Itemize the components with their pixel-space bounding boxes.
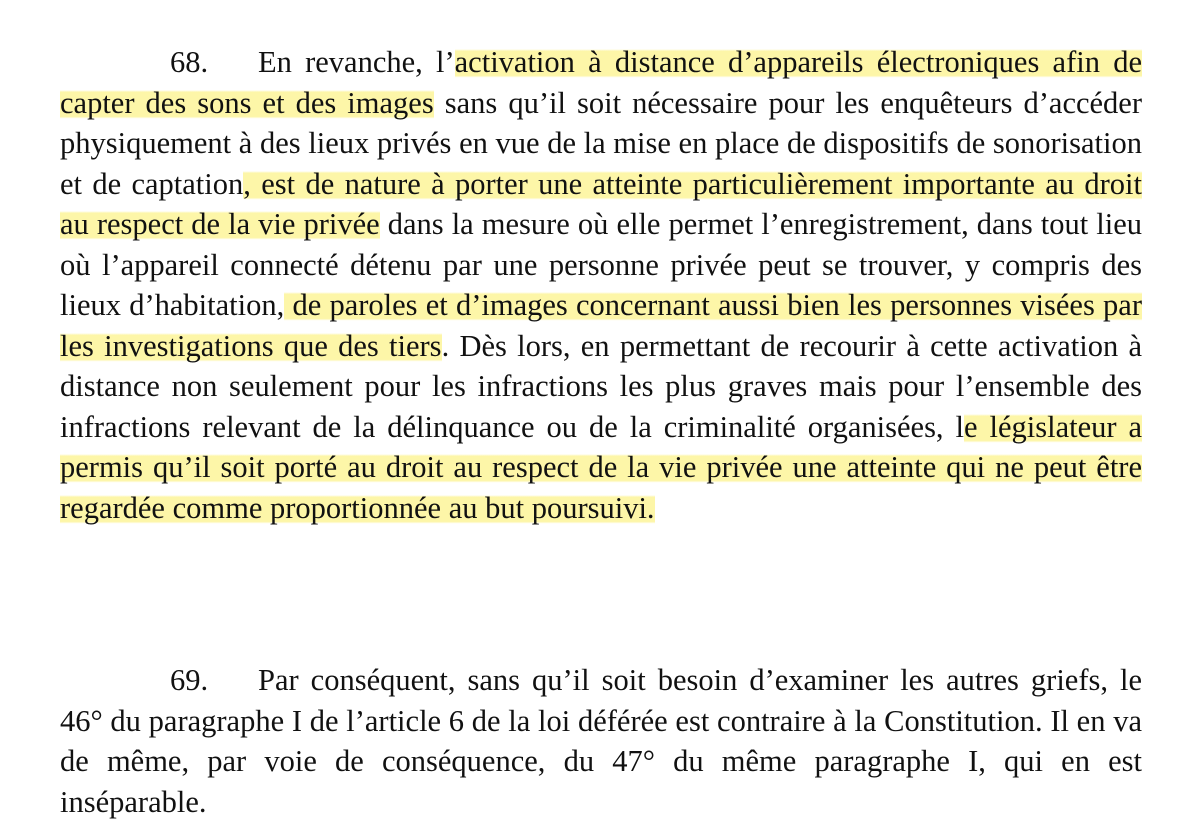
text-segment: . Dès lors, en permettant de recourir à cette activation à distance non seulement pour les infractions les plus graves mais pour l’ensemble des infractions relevant de la délinquance ou de la criminalité organisées, l (60, 328, 1142, 444)
paragraph-69 (60, 660, 1142, 822)
highlighted-passage: de paroles et d’images concernant aussi bien les personnes visées par les investigations que des tiers (60, 288, 1142, 363)
highlighted-passage: activation à distance d’appareils électroniques afin de capter des sons et des images (60, 45, 1142, 120)
highlighted-passage: e législateur a permis qu’il soit porté au droit au respect de la vie privée une atteinte qui ne peut être regardée comme proportionnée au but poursuivi. (60, 409, 1143, 525)
text-segment: En revanche, l’ (258, 45, 455, 79)
text-segment: sans qu’il soit nécessaire pour les enquêteurs d’accéder physiquement à des lieux privés en vue de la mise en place de dispositifs de sonorisation et de captation (60, 85, 1143, 201)
text-segment: dans la mesure où elle permet l’enregistrement, dans tout lieu où l’appareil connecté détenu par une personne privée peut se trouver, y compris des lieux d’habitation, (60, 207, 1142, 322)
text-segment: Par conséquent, sans qu’il soit besoin d’examiner les autres griefs, le 46° du paragraphe I de l’article 6 de la loi déférée est contraire à la Constitution. Il en va de même, par voie de conséquence, du 47° du même paragraphe I, qui en est inséparable. (60, 663, 1142, 819)
paragraph-number: 68. (170, 45, 209, 79)
paragraph-number: 69. (170, 663, 209, 697)
paragraph-68 (60, 42, 1142, 528)
highlighted-passage: , est de nature à porter une atteinte particulièrement importante au droit au respect de la vie privée (60, 166, 1142, 241)
